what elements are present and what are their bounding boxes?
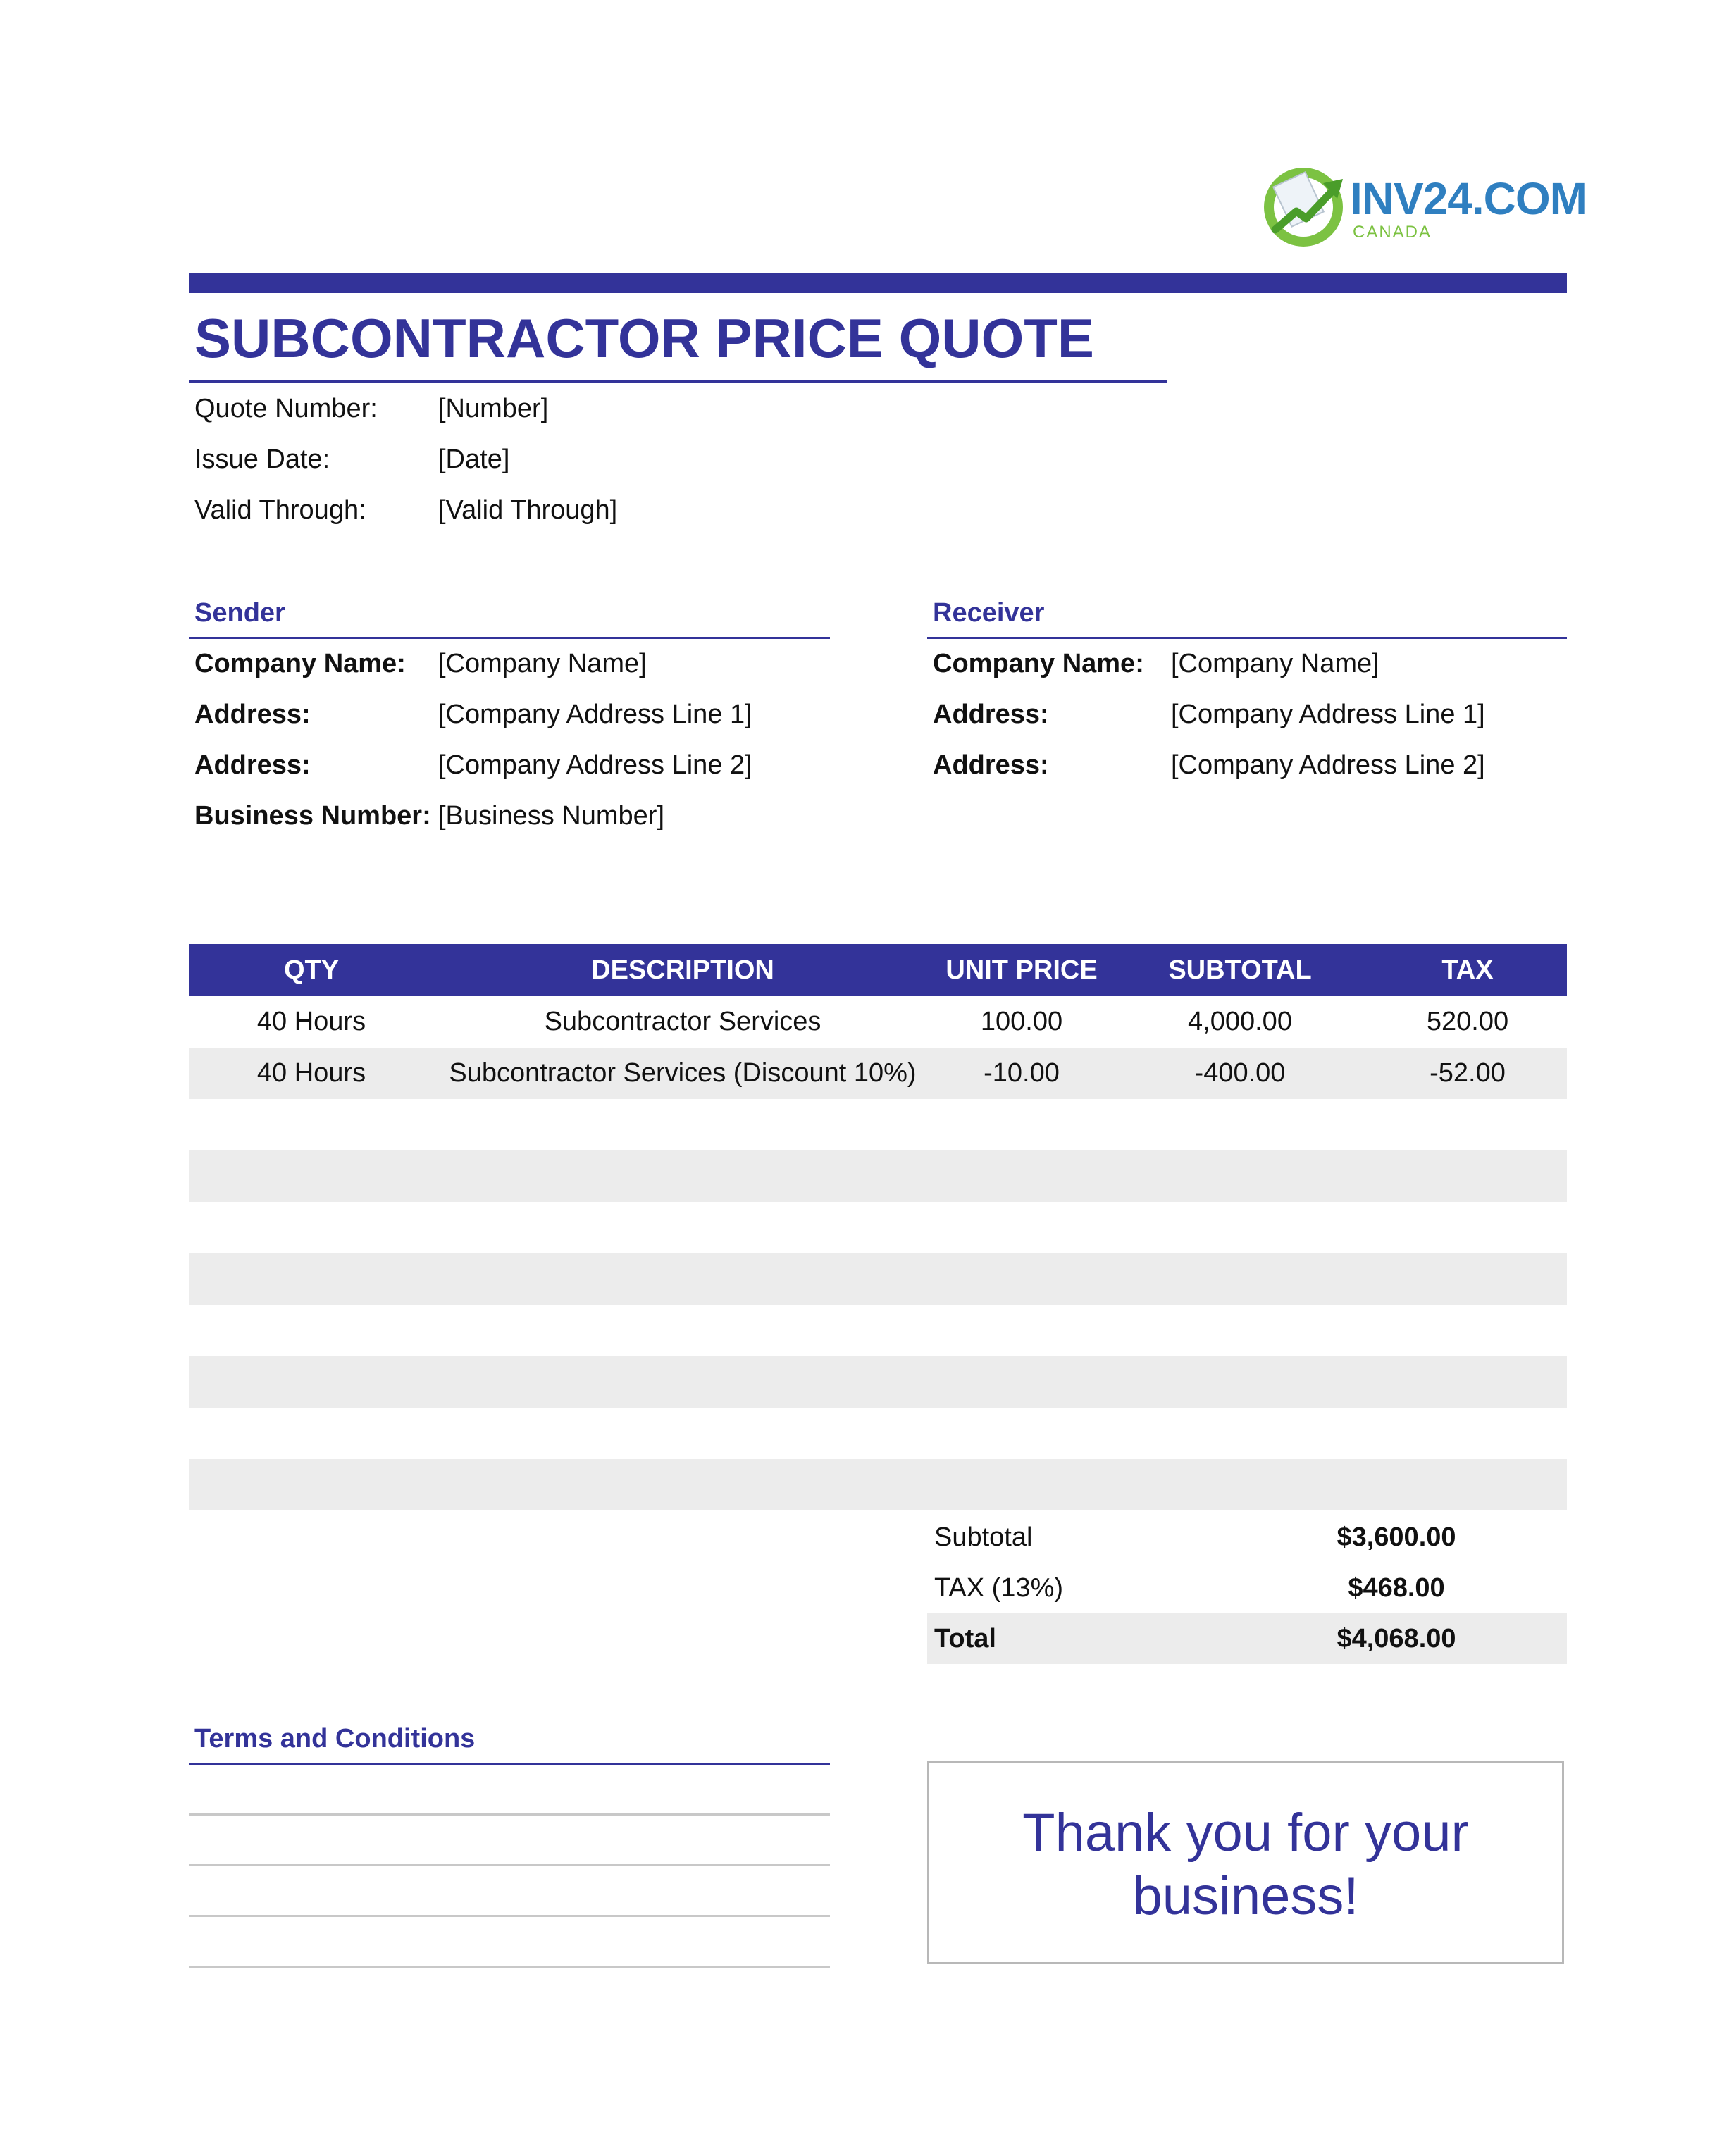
cell-subtotal: -400.00 [1194, 1058, 1286, 1088]
issue-date-label: Issue Date: [194, 445, 330, 474]
sender-heading: Sender [194, 598, 285, 628]
table-row-empty [189, 1459, 1567, 1510]
subtotal-value: $3,600.00 [1337, 1522, 1456, 1552]
table-row [189, 1048, 1567, 1099]
quote-number-label: Quote Number: [194, 394, 378, 423]
cell-description: Subcontractor Services [544, 1007, 822, 1036]
receiver-address2-label: Address: [933, 750, 1049, 780]
header-subtotal: SUBTOTAL [1168, 955, 1312, 985]
subtotal-row [927, 1512, 1567, 1563]
receiver-address1-label: Address: [933, 700, 1049, 729]
header-unit-price: UNIT PRICE [946, 955, 1098, 985]
table-row-empty [189, 1356, 1567, 1408]
terms-line [189, 1966, 830, 1968]
table-row-empty [189, 1099, 1567, 1150]
thank-you-message: Thank you for your business! [1022, 1803, 1469, 1926]
sender-business-number-value: [Business Number] [438, 801, 665, 831]
sender-address2-value: [Company Address Line 2] [438, 750, 752, 780]
terms-line [189, 1915, 830, 1917]
header-tax: TAX [1442, 955, 1494, 985]
table-row-empty [189, 1202, 1567, 1253]
sender-address2-label: Address: [194, 750, 311, 780]
cell-qty: 40 Hours [256, 1058, 366, 1088]
receiver-address1-value: [Company Address Line 1] [1171, 700, 1485, 729]
sender-address1-value: [Company Address Line 1] [438, 700, 752, 729]
items-table-header [189, 944, 1567, 996]
cell-unit-price: 100.00 [980, 1007, 1063, 1036]
cell-unit-price: -10.00 [984, 1058, 1060, 1088]
sender-business-number-label: Business Number: [194, 801, 431, 831]
logo-text: INV24.COM [1350, 173, 1587, 224]
receiver-rule [927, 637, 1567, 639]
total-label: Total [934, 1624, 996, 1653]
cell-subtotal: 4,000.00 [1188, 1007, 1292, 1036]
issue-date-value: [Date] [438, 445, 510, 474]
terms-heading: Terms and Conditions [194, 1724, 476, 1754]
receiver-company-value: [Company Name] [1171, 649, 1380, 678]
table-row-empty [189, 1150, 1567, 1202]
terms-line [189, 1813, 830, 1816]
logo-subtext: CANADA [1353, 223, 1432, 242]
total-value: $4,068.00 [1337, 1624, 1456, 1653]
sender-rule [189, 637, 830, 639]
chart-growth-icon [1260, 162, 1347, 249]
company-logo [1260, 161, 1587, 252]
tax-row [927, 1563, 1567, 1613]
tax-value: $468.00 [1348, 1573, 1445, 1603]
tax-label: TAX (13%) [934, 1573, 1064, 1603]
table-row [189, 996, 1567, 1048]
cell-tax: -52.00 [1430, 1058, 1506, 1088]
sender-company-value: [Company Name] [438, 649, 647, 678]
terms-rule [189, 1763, 830, 1765]
cell-description: Subcontractor Services (Discount 10%) [449, 1058, 917, 1088]
cell-tax: 520.00 [1426, 1007, 1509, 1036]
header-bar [189, 273, 1567, 293]
cell-qty: 40 Hours [256, 1007, 366, 1036]
subtotal-label: Subtotal [934, 1522, 1033, 1552]
header-qty: QTY [283, 955, 340, 985]
valid-through-label: Valid Through: [194, 495, 366, 525]
sender-address1-label: Address: [194, 700, 311, 729]
terms-line [189, 1864, 830, 1866]
receiver-address2-value: [Company Address Line 2] [1171, 750, 1485, 780]
receiver-company-label: Company Name: [933, 649, 1144, 678]
table-row-empty [189, 1305, 1567, 1356]
table-row-empty [189, 1408, 1567, 1459]
thank-you-box [927, 1761, 1564, 1964]
valid-through-value: [Valid Through] [438, 495, 618, 525]
receiver-heading: Receiver [933, 598, 1045, 628]
document-title: SUBCONTRACTOR PRICE QUOTE [194, 307, 1094, 369]
total-row [927, 1613, 1567, 1664]
sender-company-label: Company Name: [194, 649, 406, 678]
table-row-empty [189, 1253, 1567, 1305]
header-description: DESCRIPTION [591, 955, 774, 985]
title-underline [189, 380, 1167, 383]
quote-number-value: [Number] [438, 394, 549, 423]
